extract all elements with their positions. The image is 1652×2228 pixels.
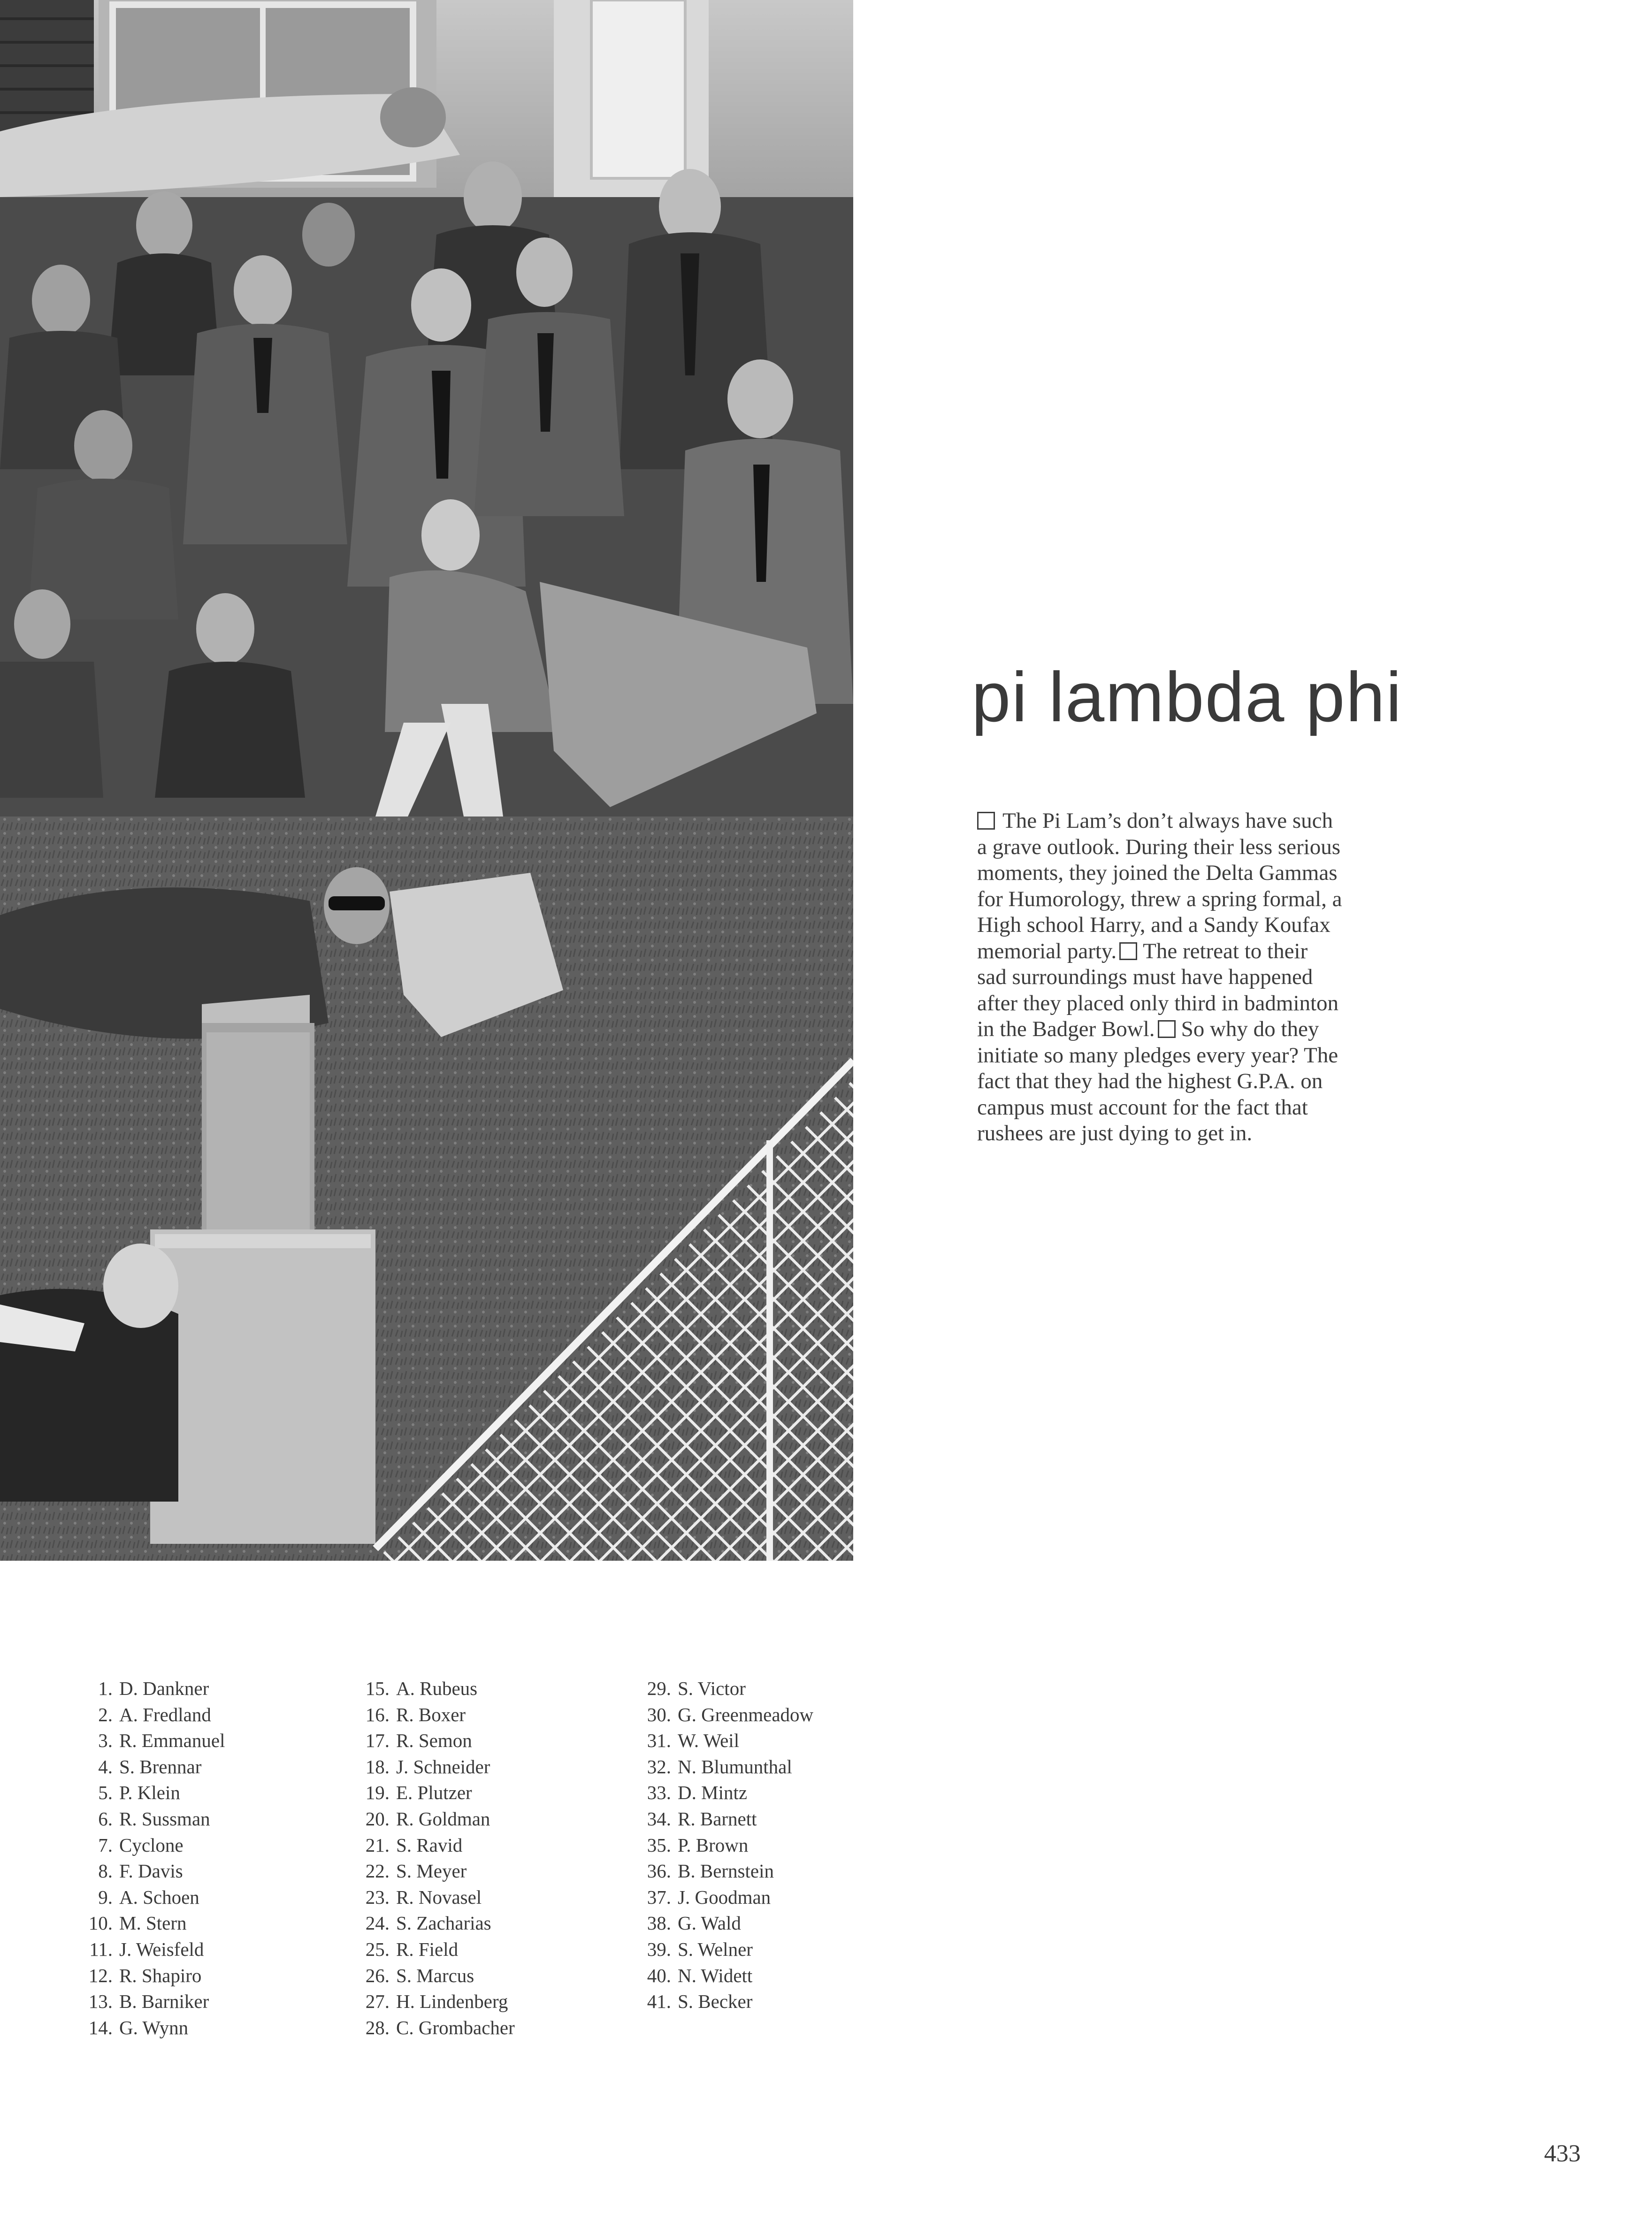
group-photo-illustration — [0, 0, 853, 1561]
bullet-box-icon — [977, 812, 995, 830]
roster-number: 25. — [365, 1938, 390, 1960]
roster-entry — [66, 1989, 225, 2015]
roster-entry — [66, 1780, 225, 1806]
roster-name: S. Marcus — [396, 1964, 474, 1986]
roster-number: 11. — [89, 1938, 113, 1960]
roster-number: 34. — [647, 1808, 671, 1830]
roster-entry — [66, 1937, 225, 1963]
roster-entry — [338, 1806, 515, 1832]
roster-entry — [66, 1963, 225, 1989]
roster-name: J. Goodman — [678, 1886, 771, 1908]
roster-name: E. Plutzer — [396, 1782, 472, 1804]
roster-entry — [66, 1702, 225, 1728]
roster-name: S. Becker — [678, 1991, 753, 2013]
story-line: initiate so many pledges every year? The — [977, 1043, 1338, 1068]
story-line: fact that they had the highest G.P.A. on — [977, 1069, 1323, 1093]
roster-name: R. Sussman — [119, 1808, 210, 1830]
roster-name: A. Rubeus — [396, 1678, 478, 1699]
roster-number: 24. — [365, 1912, 390, 1934]
story-line: memorial party. The retreat to their — [977, 939, 1308, 963]
roster-number: 4. — [98, 1755, 113, 1778]
roster-number: 9. — [98, 1886, 113, 1908]
page-number: 433 — [1544, 2140, 1581, 2167]
roster-number: 31. — [647, 1730, 671, 1752]
roster-entry — [620, 1910, 813, 1937]
roster-entry — [66, 1676, 225, 1702]
roster-name: W. Weil — [678, 1730, 740, 1752]
roster-name: B. Barniker — [119, 1991, 209, 2013]
roster-number: 30. — [647, 1703, 671, 1725]
roster-number: 36. — [647, 1860, 671, 1882]
story-paragraph — [977, 808, 1446, 1147]
roster-name: R. Barnett — [678, 1808, 757, 1830]
roster-name: P. Klein — [119, 1782, 180, 1804]
roster-number: 3. — [98, 1730, 113, 1752]
roster-entry — [620, 1937, 813, 1963]
roster-name: R. Field — [396, 1938, 459, 1960]
roster-entry — [338, 1885, 515, 1911]
bullet-box-icon — [1158, 1020, 1176, 1038]
roster-number: 8. — [98, 1860, 113, 1882]
roster-entry — [338, 1858, 515, 1885]
roster-number: 33. — [647, 1782, 671, 1804]
roster-name: G. Greenmeadow — [678, 1703, 814, 1725]
roster-name: S. Brennar — [119, 1755, 202, 1778]
roster-entry — [66, 1832, 225, 1859]
roster-name: R. Boxer — [396, 1703, 466, 1725]
roster-entry — [338, 1676, 515, 1702]
roster-name: R. Goldman — [396, 1808, 490, 1830]
roster-number: 1. — [98, 1678, 113, 1699]
roster-number: 23. — [365, 1886, 390, 1908]
story-line: for Humorology, threw a spring formal, a — [977, 886, 1342, 911]
group-photo — [0, 0, 853, 1561]
roster-entry — [66, 1910, 225, 1937]
roster-entry — [620, 1728, 813, 1754]
roster-entry — [620, 1702, 813, 1728]
roster-entry — [620, 1989, 813, 2015]
bullet-box-icon — [1119, 942, 1137, 960]
roster-entry — [338, 1702, 515, 1728]
roster-number: 32. — [647, 1755, 671, 1778]
roster-number: 35. — [647, 1834, 671, 1856]
roster-number: 37. — [647, 1886, 671, 1908]
roster-number: 27. — [365, 1991, 390, 2013]
story-line: sad surroundings must have happened — [977, 965, 1313, 989]
story-line: campus must account for the fact that — [977, 1095, 1308, 1120]
roster-column-3 — [620, 1676, 813, 2015]
page-title: pi lambda phi — [971, 657, 1403, 736]
roster-number: 10. — [88, 1912, 113, 1934]
roster-number: 38. — [647, 1912, 671, 1934]
roster-name: G. Wald — [678, 1912, 741, 1934]
roster-name: H. Lindenberg — [396, 1991, 508, 2013]
story-line: a grave outlook. During their less serious — [977, 834, 1341, 859]
roster-name: S. Meyer — [396, 1860, 467, 1882]
roster-name: S. Ravid — [396, 1834, 463, 1856]
roster-number: 6. — [98, 1808, 113, 1830]
roster-name: S. Welner — [678, 1938, 753, 1960]
roster-entry — [66, 1806, 225, 1832]
roster-entry — [620, 1832, 813, 1859]
roster-entry — [338, 2015, 515, 2041]
roster-entry — [338, 1728, 515, 1754]
roster-name: R. Shapiro — [119, 1964, 202, 1986]
roster-name: D. Mintz — [678, 1782, 748, 1804]
roster-number: 5. — [98, 1782, 113, 1804]
story-line: The Pi Lam’s don’t always have such — [977, 808, 1446, 834]
roster-entry — [66, 1858, 225, 1885]
roster-entry — [66, 1754, 225, 1780]
story-line: rushees are just dying to get in. — [977, 1121, 1253, 1145]
roster-number: 15. — [365, 1678, 390, 1699]
roster-entry — [620, 1963, 813, 1989]
roster-number: 20. — [365, 1808, 390, 1830]
roster-name: S. Victor — [678, 1678, 746, 1699]
roster-name: M. Stern — [119, 1912, 187, 1934]
roster-name: P. Brown — [678, 1834, 749, 1856]
roster-name: R. Emmanuel — [119, 1730, 225, 1752]
roster-entry — [66, 1885, 225, 1911]
roster-column-1 — [66, 1676, 225, 2041]
roster-number: 14. — [88, 2016, 113, 2038]
roster-entry — [338, 1963, 515, 1989]
roster-column-2 — [338, 1676, 515, 2041]
roster-entry — [620, 1858, 813, 1885]
roster-entry — [338, 1937, 515, 1963]
roster-number: 16. — [365, 1703, 390, 1725]
roster-name: N. Blumunthal — [678, 1755, 792, 1778]
roster-entry — [620, 1885, 813, 1911]
story-line: in the Badger Bowl. So why do they — [977, 1017, 1319, 1041]
roster-number: 41. — [647, 1991, 671, 2013]
roster-number: 12. — [88, 1964, 113, 1986]
story-line: moments, they joined the Delta Gammas — [977, 861, 1338, 885]
roster-entry — [338, 1754, 515, 1780]
roster-name: D. Dankner — [119, 1678, 209, 1699]
roster-entry — [620, 1780, 813, 1806]
roster-name: B. Bernstein — [678, 1860, 774, 1882]
story-line: High school Harry, and a Sandy Koufax — [977, 913, 1331, 937]
roster-number: 18. — [365, 1755, 390, 1778]
roster-number: 26. — [365, 1964, 390, 1986]
roster-entry — [620, 1676, 813, 1702]
roster-number: 2. — [98, 1703, 113, 1725]
roster-name: Cyclone — [119, 1834, 184, 1856]
roster-name: F. Davis — [119, 1860, 183, 1882]
roster-number: 22. — [365, 1860, 390, 1882]
roster-name: R. Novasel — [396, 1886, 482, 1908]
story-line: after they placed only third in badminton — [977, 991, 1339, 1015]
roster-name: A. Fredland — [119, 1703, 211, 1725]
roster-name: S. Zacharias — [396, 1912, 491, 1934]
roster-entry — [338, 1989, 515, 2015]
roster-number: 28. — [365, 2016, 390, 2038]
roster-number: 39. — [647, 1938, 671, 1960]
roster-number: 40. — [647, 1964, 671, 1986]
roster-number: 21. — [365, 1834, 390, 1856]
roster-entry — [338, 1780, 515, 1806]
roster-entry — [620, 1806, 813, 1832]
roster-number: 7. — [98, 1834, 113, 1856]
roster-name: G. Wynn — [119, 2016, 189, 2038]
roster-name: J. Schneider — [396, 1755, 490, 1778]
roster-entry — [66, 1728, 225, 1754]
roster-entry — [620, 1754, 813, 1780]
roster-entry — [338, 1910, 515, 1937]
roster-number: 17. — [365, 1730, 390, 1752]
roster-name: N. Widett — [678, 1964, 753, 1986]
roster-number: 13. — [88, 1991, 113, 2013]
roster-number: 29. — [647, 1678, 671, 1699]
roster-number: 19. — [365, 1782, 390, 1804]
roster-name: R. Semon — [396, 1730, 472, 1752]
roster-name: C. Grombacher — [396, 2016, 515, 2038]
roster-name: J. Weisfeld — [119, 1938, 204, 1960]
roster-entry — [338, 1832, 515, 1859]
roster-name: A. Schoen — [119, 1886, 199, 1908]
roster-entry — [66, 2015, 225, 2041]
